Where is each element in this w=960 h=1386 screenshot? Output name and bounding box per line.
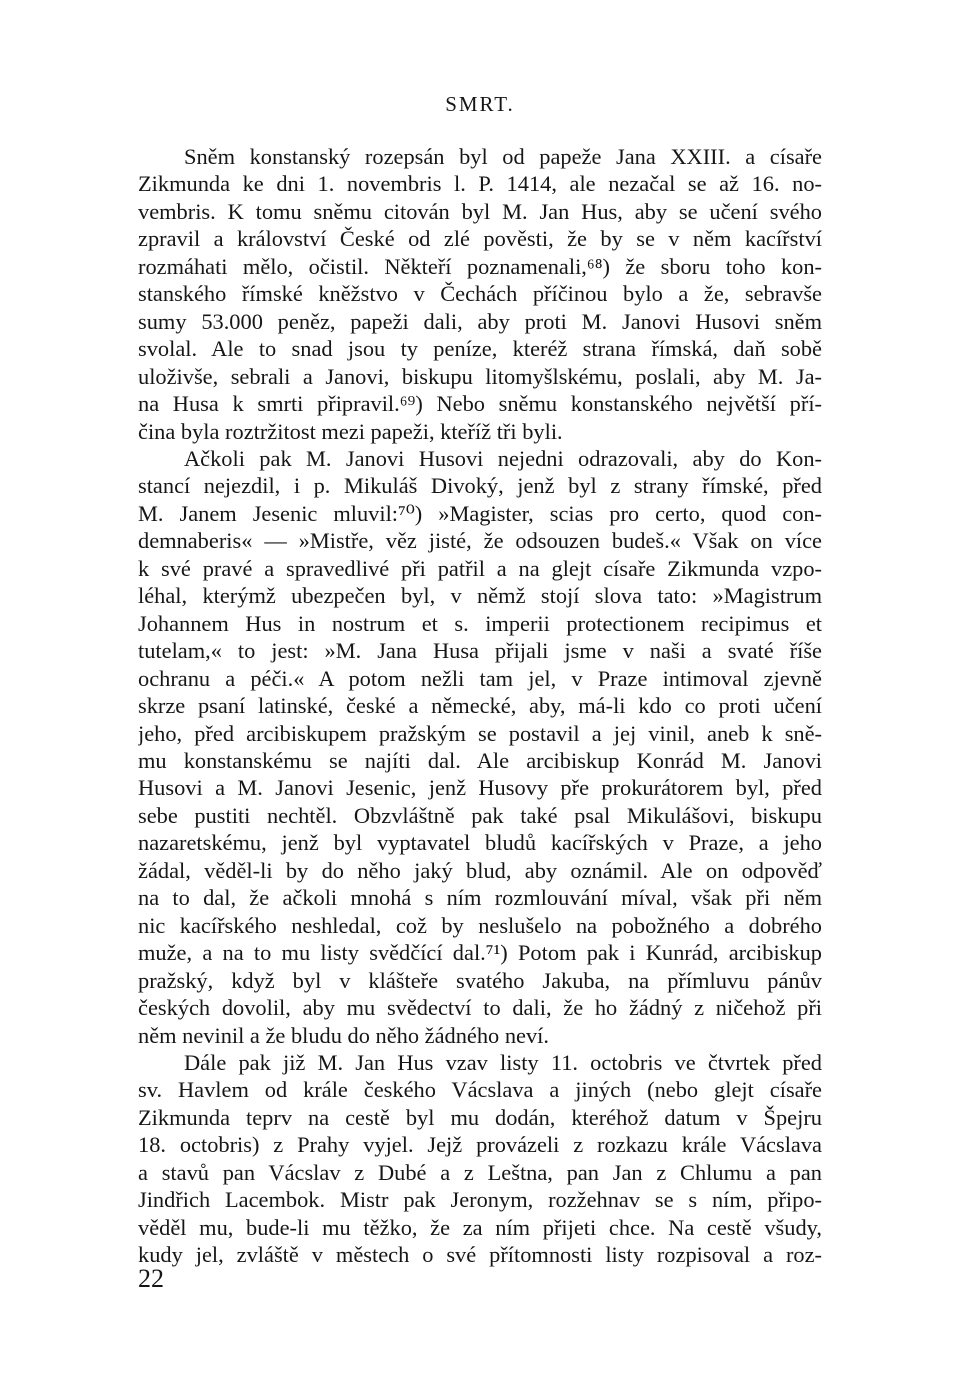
- paragraph: [138, 143, 822, 445]
- text-line: svolal. Ale to snad jsou ty peníze, kteréž strana římská, daň sobě: [138, 336, 822, 362]
- text-line: rozmáhati mělo, očistil. Někteří poznamenali,⁶⁸) že sboru toho kon-: [138, 253, 822, 279]
- text-line: stancí nejezdil, i p. Mikuláš Divoký, jenž byl z strany římské, před: [138, 473, 822, 499]
- text-line: mu konstanskému se najíti dal. Ale arcibiskup Konrád M. Janovi: [138, 747, 822, 773]
- text-line: ochranu a péči.« A potom nežli tam jel, v Praze intimoval zjevně: [138, 665, 822, 691]
- text-line: sebe pustiti nechtěl. Obzvláštně pak také psal Mikulášovi, biskupu: [138, 802, 822, 828]
- text-line: 18. octobris) z Prahy vyjel. Jejž provázeli z rozkazu krále Vácslava: [138, 1132, 822, 1158]
- text-line: stanského římské kněžstvo v Čechách příčinou bylo a že, sebravše: [138, 281, 822, 307]
- text-line: na Husa k smrti připravil.⁶⁹) Nebo sněmu konstanského největší pří-: [138, 391, 822, 417]
- text-line: skrze psaní latinské, české a německé, aby, má-li kdo co proti učení: [138, 693, 822, 719]
- text-line: uloživše, sebrali a Janovi, biskupu litomyšlskému, poslali, aby M. Ja-: [138, 363, 822, 389]
- running-title: SMRT.: [445, 92, 515, 116]
- text-line: jeho, před arcibiskupem pražským se postavil a jej vinil, aneb k sně-: [138, 720, 822, 746]
- text-line: Ačkoli pak M. Janovi Husovi nejedni odrazovali, aby do Kon-: [184, 445, 822, 471]
- text-line: čina byla roztržitost mezi papeži, kteříž tři byli.: [138, 418, 563, 444]
- text-line: tutelam,« to jest: »M. Jana Husa přijali jsme v naši a svaté říše: [138, 638, 822, 664]
- text-line: nazaretskému, jenž byl vyptavatel bludů kacířských v Praze, a jeho: [138, 830, 822, 856]
- page-number: 22: [138, 1264, 164, 1293]
- text-line: Zikmunda ke dni 1. novembris l. P. 1414, ale nezačal se až 16. no-: [138, 171, 822, 197]
- text-line: Zikmunda teprv na cestě byl mu dodán, kteréhož datum v Špejru: [138, 1104, 822, 1130]
- text-line: a stavů pan Vácslav z Dubé a z Leštna, pan Jan z Chlumu a pan: [138, 1159, 822, 1185]
- text-line: k své pravé a spravedlivé při patřil a na glejt císaře Zikmunda vzpo-: [138, 555, 822, 581]
- text-line: Dále pak již M. Jan Hus vzav listy 11. octobris ve čtvrtek před: [184, 1049, 822, 1075]
- text-line: sv. Havlem od krále českého Vácslava a jiných (nebo glejt císaře: [138, 1077, 822, 1103]
- text-line: muže, a na to mu listy svědčící dal.⁷¹) Potom pak i Kunrád, arcibiskup: [138, 940, 822, 966]
- text-line: Jindřich Lacembok. Mistr pak Jeronym, rozžehnav se s ním, připo-: [138, 1187, 822, 1213]
- text-line: žádal, věděl-li by do něho jaký blud, aby oznámil. Ale on odpověď: [138, 857, 822, 883]
- text-line: pražský, když byl v klášteře svatého Jakuba, na přímluvu pánův: [138, 967, 822, 993]
- text-line: sumy 53.000 peněz, papeži dali, aby proti M. Janovi Husovi sněm: [138, 308, 822, 334]
- text-line: Husovi a M. Janovi Jesenic, jenž Husovy pře prokurátorem byl, před: [138, 775, 822, 801]
- paragraph: [138, 1049, 822, 1269]
- text-line: léhal, kterýmž ubezpečen byl, v němž stojí slova tato: »Magistrum: [138, 583, 822, 609]
- text-line: kudy jel, zvláště v městech o své přítomnosti listy rozpisoval a roz-: [138, 1242, 822, 1268]
- text-line: zpravil a království České od zlé pověsti, že by se v něm kacířství: [138, 226, 822, 252]
- body-text: [138, 143, 822, 1269]
- text-line: něm nevinil a že bludu do něho žádného neví.: [138, 1022, 549, 1048]
- text-line: nic kacířského neshledal, což by neslušelo na pobožného a dobrého: [138, 912, 822, 938]
- paragraph: [138, 445, 822, 1049]
- text-line: věděl mu, bude-li mu těžko, že za ním přijeti chce. Na cestě všudy,: [138, 1214, 822, 1240]
- text-line: českých dovolil, aby mu svědectví to dali, že ho žádný z ničehož při: [138, 995, 822, 1021]
- text-line: vembris. K tomu sněmu citován byl M. Jan Hus, aby se učení svého: [138, 198, 822, 224]
- text-line: na to dal, že ačkoli mnohá s ním rozmlouvání míval, však při něm: [138, 885, 822, 911]
- text-line: Sněm konstanský rozepsán byl od papeže Jana XXIII. a císaře: [184, 144, 822, 169]
- text-line: demnaberis« — »Mistře, věz jisté, že odsouzen budeš.« Však on více: [138, 528, 822, 554]
- text-line: M. Janem Jesenic mluvil:⁷⁰) »Magister, scias pro certo, quod con-: [138, 500, 822, 526]
- text-line: Johannem Hus in nostrum et s. imperii protectionem recipimus et: [138, 610, 822, 636]
